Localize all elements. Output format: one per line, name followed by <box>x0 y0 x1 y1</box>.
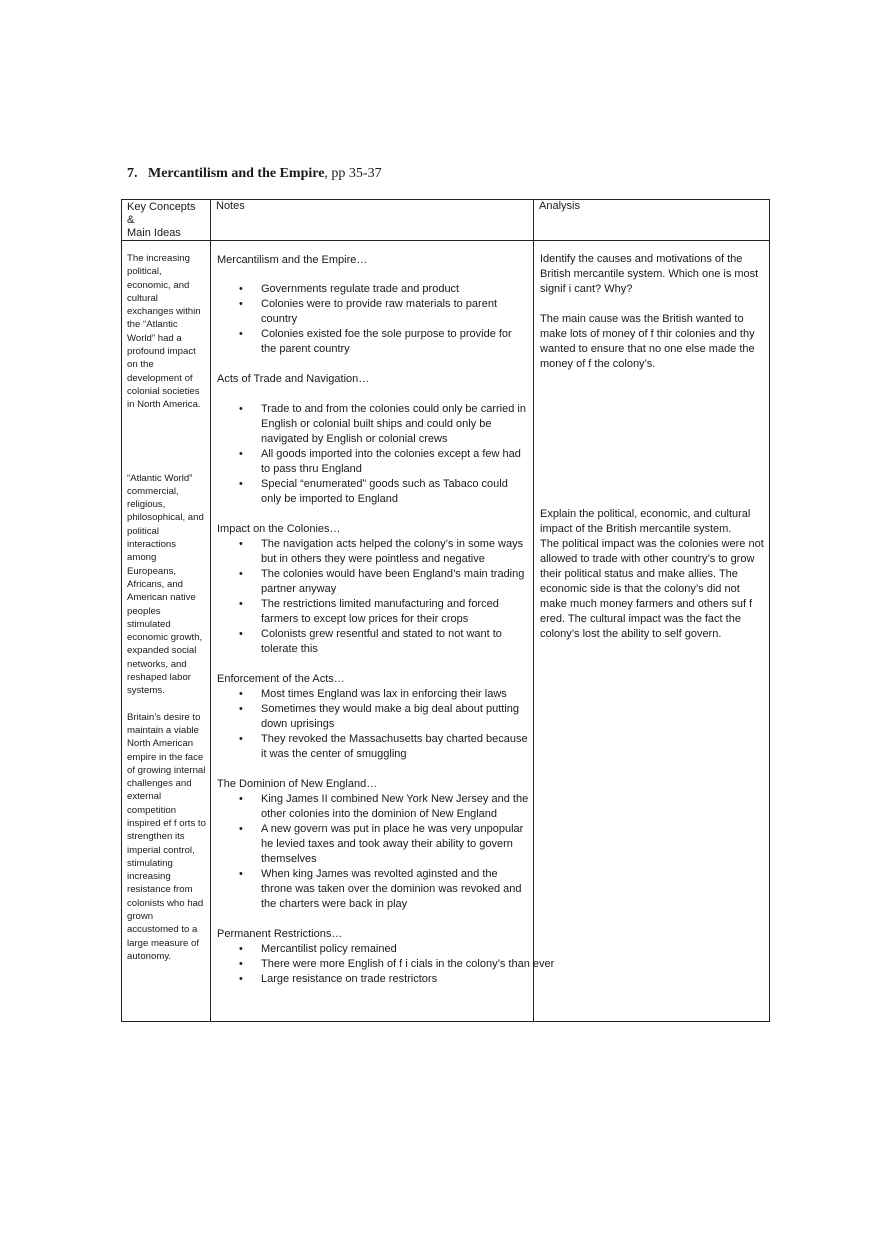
notes-table <box>121 199 770 1022</box>
list-item: • Special “enumerated” goods such as Tabaco could only be imported to England <box>217 477 529 507</box>
notes-list <box>217 537 529 657</box>
notes-list <box>217 792 529 912</box>
list-item: • King James II combined New York New Jersey and the other colonies into the dominion of New England <box>217 792 529 822</box>
analysis-question-2: Explain the political, economic, and cultural impact of the British mercantile system. <box>540 508 751 535</box>
analysis-answer-2: The political impact was the colonies were not allowed to trade with other country’s to grow their political status and make allies. The economic side is that the colony’s did not make much money farmers and others suf f ered. The cultural impact was the fact the colony’s lost the ability to self govern. <box>540 538 764 640</box>
list-item: • The restrictions limited manufacturing and forced farmers to except low prices for their crops <box>217 597 529 627</box>
notes-section-title: Permanent Restrictions… <box>217 928 343 940</box>
table-body-row <box>122 241 770 1022</box>
notes-list <box>217 402 529 507</box>
notes-list <box>217 942 555 987</box>
list-item: • There were more English of f i cials in the colony’s than ever <box>217 957 529 972</box>
page-range: , pp 35-37 <box>324 166 382 181</box>
list-item: • Most times England was lax in enforcing their laws <box>217 687 529 702</box>
list-item: • When king James was revolted aginsted and the throne was taken over the dominion was revoked and the charters were back in play <box>217 867 529 912</box>
analysis-answer-1: The main cause was the British wanted to make lots of money of f thir colonies and thy wanted to ensure that no one else made the money of f the colony’s. <box>540 313 755 370</box>
list-item: • The colonies would have been England’s main trading partner anyway <box>217 567 529 597</box>
list-item: • Colonies were to provide raw materials to parent country <box>217 297 529 327</box>
list-item: • The navigation acts helped the colony’s in some ways but in others they were pointless and negative <box>217 537 529 567</box>
key-concept-1: The increasing political, economic, and cultural exchanges within the “Atlantic World” had a profound impact on the development of colonial societies in North America. <box>127 253 201 411</box>
notes-section-title: Impact on the Colonies… <box>217 523 341 535</box>
section-number: 7. <box>127 166 138 181</box>
section-title: Mercantilism and the Empire <box>148 166 325 181</box>
list-item: • A new govern was put in place he was very unpopular he levied taxes and took away their ability to govern themselves <box>217 822 529 867</box>
list-item: • Sometimes they would make a big deal about putting down uprisings <box>217 702 529 732</box>
list-item: • Large resistance on trade restrictors <box>217 972 529 987</box>
header-analysis: Analysis <box>534 200 770 241</box>
page-title <box>127 166 382 182</box>
header-key-concepts <box>122 200 211 241</box>
list-item: • Mercantilist policy remained <box>217 942 529 957</box>
list-item: • They revoked the Massachusetts bay charted because it was the center of smuggling <box>217 732 529 762</box>
header-key-concepts-line1: Key Concepts & <box>127 201 196 226</box>
list-item: • Trade to and from the colonies could only be carried in English or colonial built ships and could only be navigated by English or colonial crews <box>217 402 529 447</box>
list-item: • All goods imported into the colonies except a few had to pass thru England <box>217 447 529 477</box>
analysis-cell <box>534 241 770 1022</box>
header-key-concepts-line2: Main Ideas <box>127 227 181 239</box>
list-item: • Colonists grew resentful and stated to not want to tolerate this <box>217 627 529 657</box>
notes-cell <box>211 241 555 1022</box>
notes-list <box>217 687 529 762</box>
key-concepts-cell <box>122 241 211 1022</box>
table-header-row <box>122 200 770 241</box>
notes-list <box>217 282 529 357</box>
header-notes: Notes <box>211 200 534 241</box>
notes-section-title: The Dominion of New England… <box>217 778 378 790</box>
key-concept-3: Britain’s desire to maintain a viable North American empire in the face of growing internal challenges and external competition inspired ef f orts to strengthen its imperial control, stimulating increasing resistance from colonists who had grown accustomed to a large measure of autonomy. <box>127 711 206 962</box>
notes-section-title: Enforcement of the Acts… <box>217 673 345 685</box>
analysis-question-1: Identify the causes and motivations of the British mercantile system. Which one is most signif i cant? Why? <box>540 253 759 295</box>
list-item: • Governments regulate trade and product <box>217 282 529 297</box>
notes-section-title: Acts of Trade and Navigation… <box>217 373 370 385</box>
key-concept-2: “Atlantic World” commercial, religious, philosophical, and political interactions among Europeans, Africans, and American native peoples stimulated economic growth, expanded social networks, and reshaped labor systems. <box>127 472 204 697</box>
list-item: • Colonies existed foe the sole purpose to provide for the parent country <box>217 327 529 357</box>
notes-section-title: Mercantilism and the Empire… <box>217 254 368 266</box>
